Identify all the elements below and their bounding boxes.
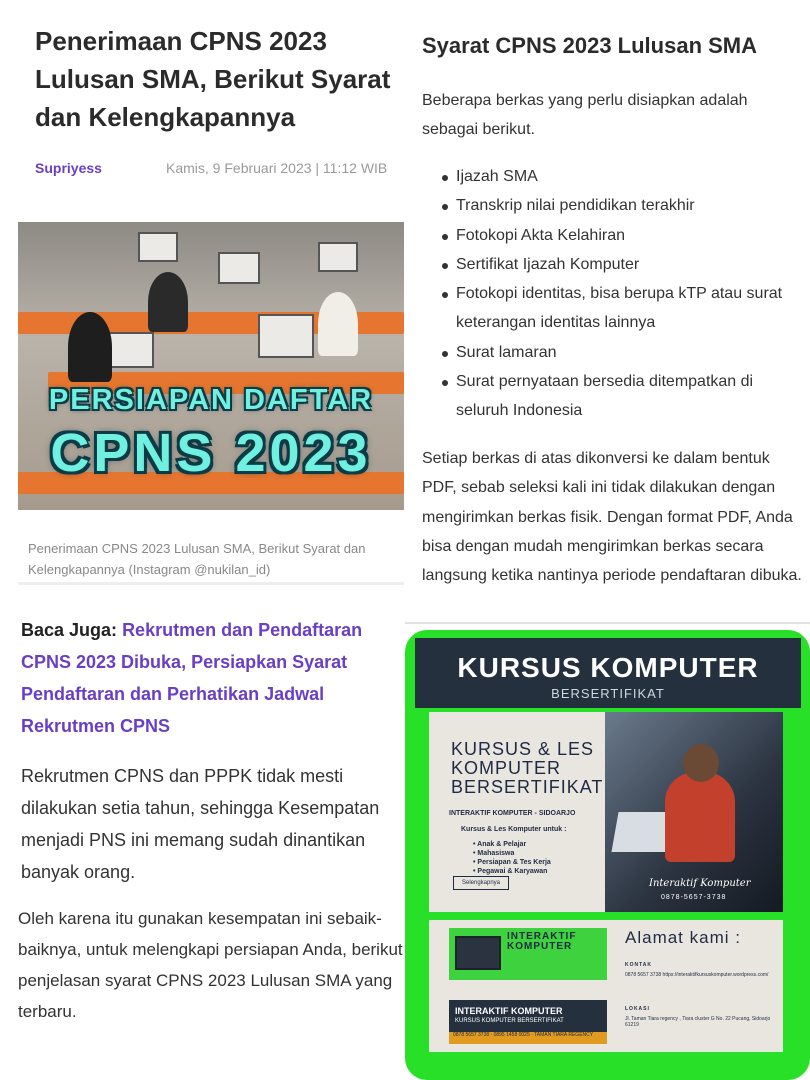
contact-label: KONTAK	[625, 962, 653, 968]
ad-banner[interactable]	[405, 630, 810, 1080]
read-also-link[interactable]: Rekrutmen dan Pendaftaran CPNS 2023 Dibuka, Persiapkan Syarat Pendaftaran dan Perhatikan Jadwal Rekrutmen CPNS	[21, 620, 363, 736]
ad-card-org: INTERAKTIF KOMPUTER - SIDOARJO	[449, 810, 576, 817]
phone-number: 0878-5657-3738	[661, 894, 727, 901]
list-item: Fotokopi Akta Kelahiran	[440, 221, 800, 250]
paragraph: Rekrutmen CPNS dan PPPK tidak mesti dilakukan setia tahun, sehingga Kesempatan menjadi PNS ini memang sudah dinantikan banyak orang.	[21, 766, 380, 882]
read-also-label: Baca Juga:	[21, 620, 118, 640]
monitor	[318, 242, 358, 272]
ad-contact-card	[429, 920, 783, 1052]
monitor	[218, 252, 260, 284]
ad-card-list	[473, 840, 551, 876]
ad-card	[429, 712, 783, 912]
image-caption: Penerimaan CPNS 2023 Lulusan SMA, Berikut Syarat dan Kelengkapannya (Instagram @nukilan_id)	[28, 541, 366, 577]
read-also	[21, 614, 401, 742]
list-item: Surat pernyataan bersedia ditempatkan di seluruh Indonesia	[440, 367, 800, 426]
divider	[405, 622, 810, 624]
ad-header	[415, 638, 801, 708]
list-item: Surat lamaran	[440, 338, 800, 367]
ad-blue-title: INTERAKTIF KOMPUTER	[455, 1006, 563, 1016]
publish-date: Kamis, 9 Februari 2023 | 11:12 WIB	[166, 160, 388, 176]
list-item: Fotokopi identitas, bisa berupa kTP atau surat keterangan identitas lainnya	[440, 279, 800, 338]
ad-blue-box	[449, 1000, 607, 1044]
person	[665, 772, 735, 862]
signature: Interaktif Komputer	[649, 878, 751, 889]
list-item: Sertifikat Ijazah Komputer	[440, 250, 800, 279]
ad-blue-sub: KURSUS KOMPUTER BERSERTIFIKAT	[455, 1018, 564, 1024]
ad-subtitle: BERSERTIFIKAT	[551, 686, 665, 701]
address-heading: Alamat kami :	[625, 928, 741, 947]
location-label: LOKASI	[625, 1006, 650, 1012]
ad-green-box	[449, 928, 607, 980]
monitor	[258, 314, 314, 358]
article-title: Penerimaan CPNS 2023 Lulusan SMA, Berikut Syarat dan Kelengkapannya	[35, 26, 391, 132]
contact-value: 0878 5657 3738 https://interaktifkursuskomputer.wordpress.com/	[625, 972, 769, 978]
author-link[interactable]: Supriyess	[35, 160, 102, 176]
ad-green-title: INTERAKTIF KOMPUTER	[507, 931, 577, 952]
caption-divider	[18, 582, 404, 585]
list-item: • Persiapan & Tes Kerja	[473, 858, 551, 867]
list-item: • Mahasiswa	[473, 849, 551, 858]
list-item: Transkrip nilai pendidikan terakhir	[440, 191, 800, 220]
section-intro: Beberapa berkas yang perlu disiapkan adalah sebagai berikut.	[422, 92, 748, 138]
ad-card-for: Kursus & Les Komputer untuk :	[461, 826, 567, 833]
section-heading: Syarat CPNS 2023 Lulusan SMA	[422, 33, 758, 58]
image-overlay-subtitle: PERSIAPAN DAFTAR	[48, 384, 374, 416]
ad-blue-phones: 0878 5657 3738 · 0895 1458 0025 · TAMAN TIARA REGENCY	[449, 1032, 607, 1044]
person	[148, 272, 188, 332]
list-item: • Pegawai & Karyawan	[473, 867, 551, 876]
requirements-list	[440, 162, 800, 426]
person-head	[683, 744, 719, 782]
article-image	[18, 222, 404, 510]
person	[68, 312, 112, 382]
person	[318, 292, 358, 356]
ad-title: KURSUS KOMPUTER	[457, 652, 759, 683]
paragraph: Setiap berkas di atas dikonversi ke dalam bentuk PDF, sebab seleksi kali ini tidak dilakukan dengan mengirimkan berkas fisik. Dengan format PDF, Anda bisa dengan mudah mengirimkan berkas secara langsung ketika nantinya periode pendaftaran dibuka.	[422, 450, 802, 585]
location-value: Jl. Taman Tiara regency , Tiara cluster G No. 22 Pucang, Sidoarjo 61219	[625, 1016, 771, 1028]
paragraph: Oleh karena itu gunakan kesempatan ini sebaik-baiknya, untuk melengkapi persiapan Anda, berikut penjelasan syarat CPNS 2023 Lulusan SMA yang terbaru.	[18, 909, 403, 1021]
monitor	[108, 332, 154, 368]
ad-photo	[605, 712, 783, 912]
monitor	[138, 232, 178, 262]
ad-card-title: KURSUS & LES KOMPUTER BERSERTIFIKAT	[451, 739, 604, 797]
laptop-icon	[455, 936, 501, 970]
learn-more-button[interactable]: Selengkapnya	[453, 876, 509, 890]
list-item: • Anak & Pelajar	[473, 840, 551, 849]
list-item: Ijazah SMA	[440, 162, 800, 191]
image-overlay-title: CPNS 2023	[50, 423, 372, 483]
